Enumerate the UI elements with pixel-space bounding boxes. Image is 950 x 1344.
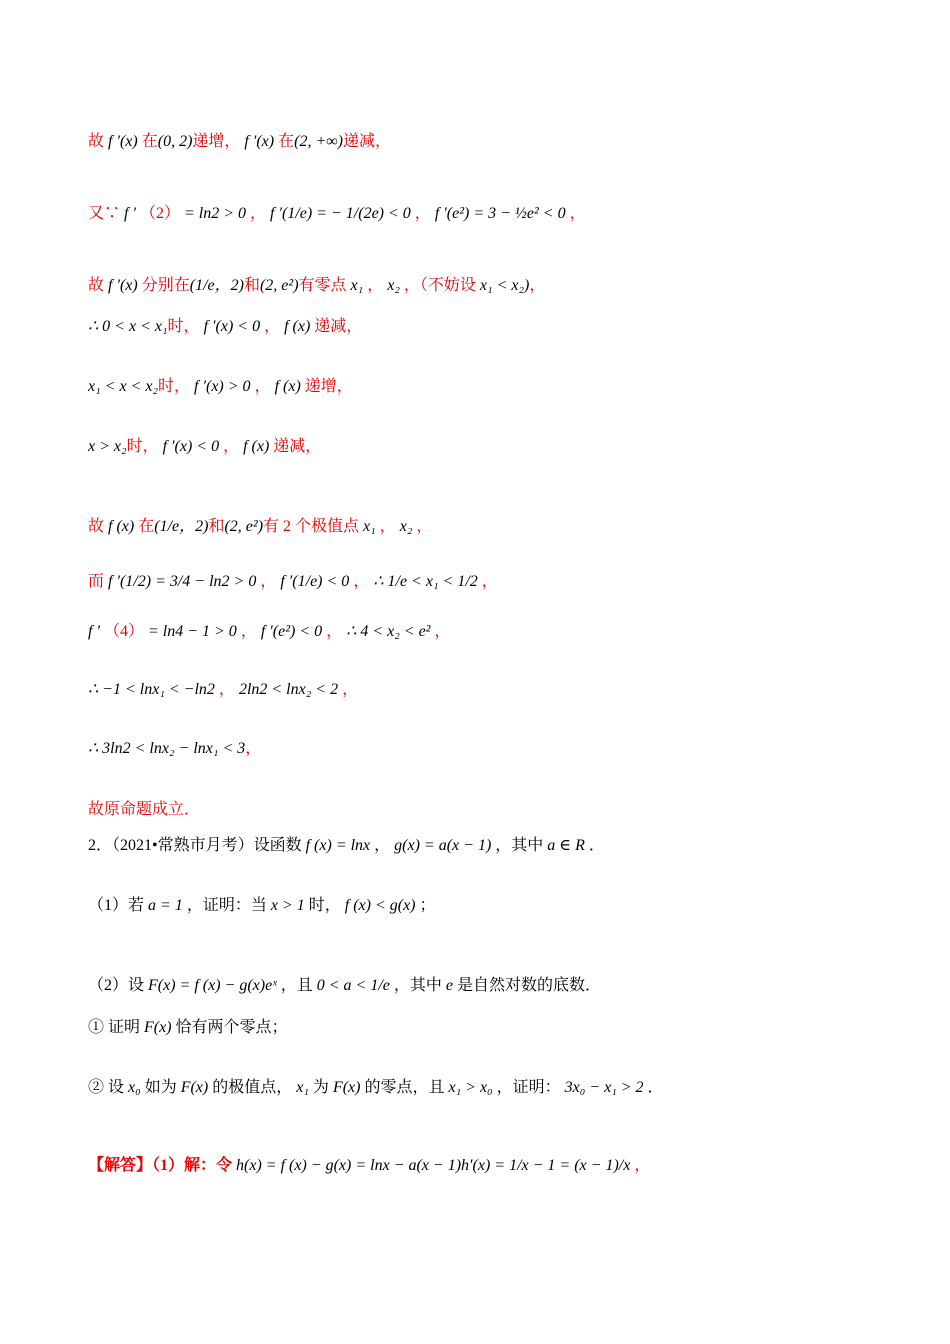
text-line: （2）设 F(x) = f (x) − g(x)eˣ ，且 0 < a < 1/e ，其中 e 是自然对数的底数．	[88, 977, 602, 994]
text-line: 故 f ′(x) 分别在(1/e，2)和(2, e²)有零点 x₁ ， x₂ ，（不妨设 x₁ < x₂)，	[88, 277, 546, 294]
text-line: 2．（2021•常熟市月考）设函数 f (x) = lnx ， g(x) = a(x − 1) ，其中 a ∈ R ．	[88, 837, 605, 854]
text-line: 故 f (x) 在(1/e，2)和(2, e²)有 2 个极值点 x₁ ， x₂ ，	[88, 518, 433, 535]
text-line: 【解答】（1）解：令 h(x) = f (x) − g(x) = lnx − a(x − 1)h′(x) = 1/x − 1 = (x − 1)/x ，	[88, 1157, 651, 1174]
text-line: 又∵ f ′ （2） = ln2 > 0 ， f ′(1/e) = − 1/(2e) < 0 ， f ′(e²) = 3 − ½e² < 0 ，	[88, 205, 586, 222]
text-line: 故原命题成立．	[88, 801, 201, 818]
text-line: x₁ < x < x₂时， f ′(x) > 0 ， f (x) 递增，	[88, 378, 353, 395]
text-line: ∴ 0 < x < x₁时， f ′(x) < 0 ， f (x) 递减，	[88, 318, 363, 335]
text-line: 而 f ′(1/2) = 3/4 − ln2 > 0 ， f ′(1/e) < 0 ， ∴ 1/e < x₁ < 1/2 ，	[88, 573, 498, 590]
text-line: x > x₂时， f ′(x) < 0 ， f (x) 递减，	[88, 438, 322, 455]
text-line: f ′ （4） = ln4 − 1 > 0 ， f ′(e²) < 0 ， ∴ 4 < x₂ < e² ，	[88, 623, 451, 640]
text-line: ① 证明 F(x) 恰有两个零点；	[88, 1019, 288, 1036]
text-line: ② 设 x₀ 如为 F(x) 的极值点， x₁ 为 F(x) 的零点，且 x₁ > x₀ ，证明： 3x₀ − x₁ > 2 ．	[88, 1079, 664, 1096]
text-line: ∴ 3ln2 < lnx₂ − lnx₁ < 3，	[88, 740, 262, 757]
text-line: （1）若 a = 1 ，证明：当 x > 1 时， f (x) < g(x) ；	[88, 897, 436, 914]
text-line: 故 f ′(x) 在(0, 2)递增， f ′(x) 在(2, +∞)递减，	[88, 133, 391, 150]
text-line: ∴ −1 < lnx₁ < −ln2 ， 2ln2 < lnx₂ < 2 ，	[88, 681, 359, 698]
